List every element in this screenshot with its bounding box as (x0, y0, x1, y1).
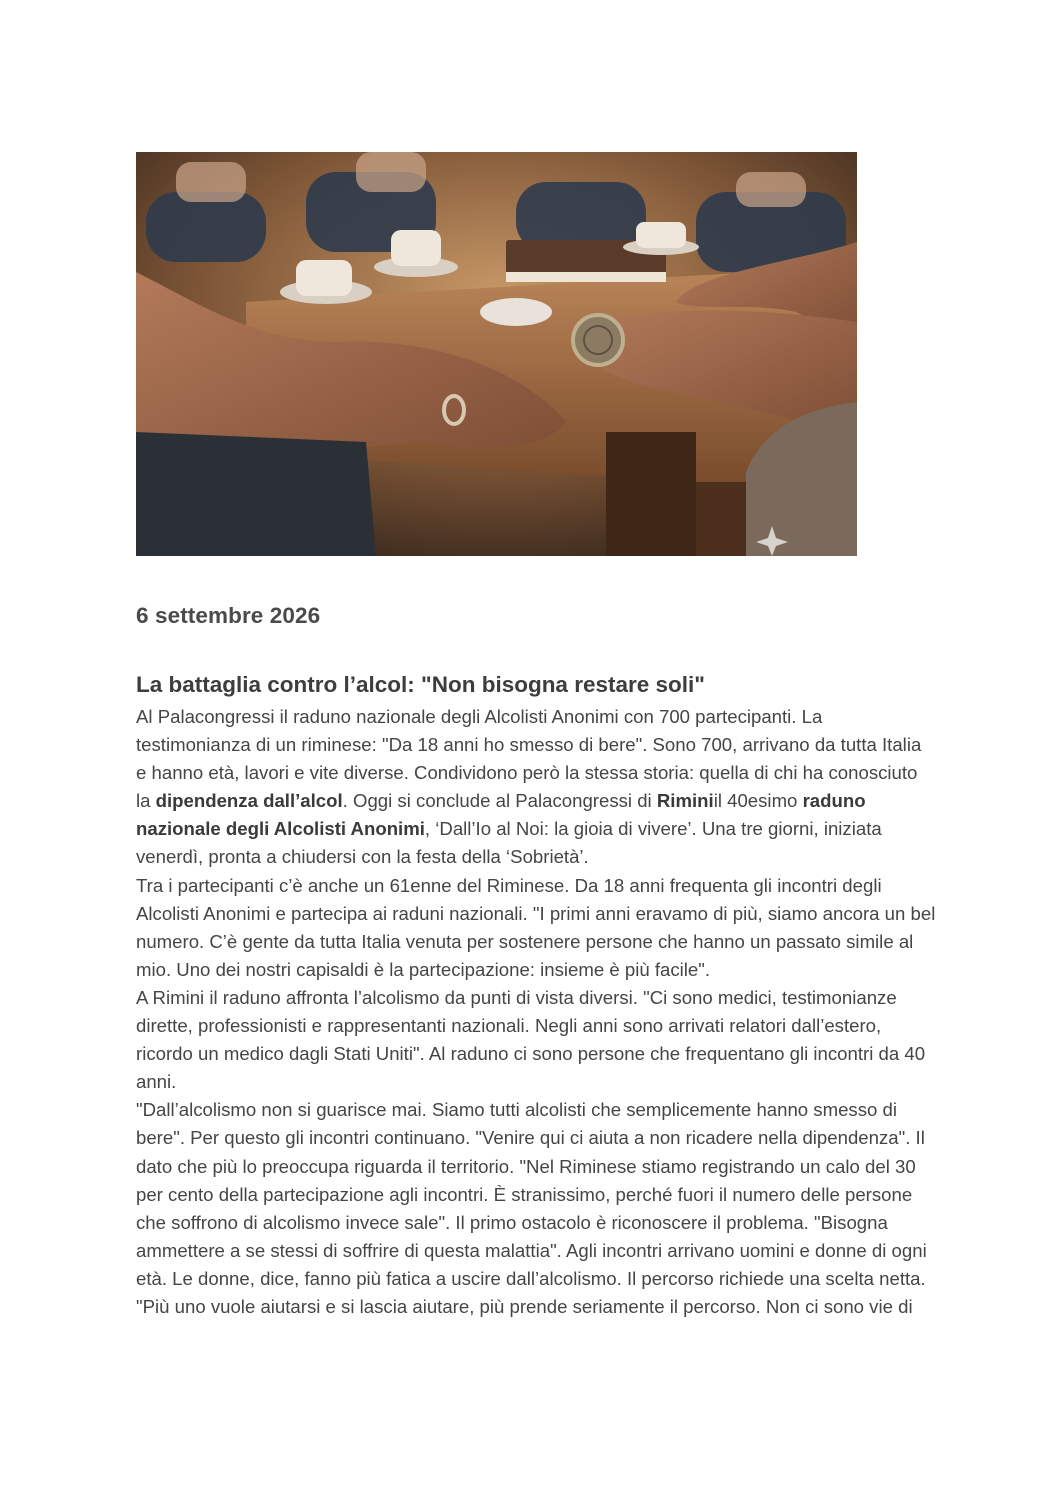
bold-text: dipendenza dall’alcol (155, 790, 343, 812)
paragraph-participant: Tra i partecipanti c’è anche un 61enne del Riminese. Da 18 anni frequenta gli incontri degli Alcolisti Anonimi e partecipa ai raduni nazionali. "I primi anni eravamo di più, siamo ancora un bel numero. C’è gente da tutta Italia venuta per sostenere persone che hanno un passato simile al mio. Uno dei nostri capisaldi è la partecipazione: insieme è più facile". (136, 874, 936, 980)
text-run: il 40esimo (713, 790, 803, 812)
text-run: , ‘Dall’Io al Noi: la gioia di vivere’. Una tre giorni, iniziata venerdì, pronta a chiudersi con la festa della ‘Sobrietà’. (136, 818, 882, 868)
paragraph-intro (136, 703, 936, 872)
bold-text: raduno nazionale degli Alcolisti Anonimi (136, 790, 866, 840)
article-headline: La battaglia contro l’alcol: "Non bisogna restare soli" (136, 672, 705, 697)
paragraph-testimony: "Dall’alcolismo non si guarisce mai. Siamo tutti alcolisti che semplicemente hanno smesso di bere". Per questo gli incontri continuano. "Venire qui ci aiuta a non ricadere nella dipendenza". Il dato che più lo preoccupa riguarda il territorio. "Nel Riminese stiamo registrando un calo del 30 per cento della partecipazione agli incontri. È stranissimo, perché fuori il numero delle persone che soffrono di alcolismo invece sale". Il primo ostacolo è riconoscere il problema. "Bisogna ammettere a se stessi di soffrire di questa malattia". Agli incontri arrivano uomini e donne di ogni età. Le donne, dice, fanno più fatica a uscire dall’alcolismo. Il percorso richiede una scelta netta. "Più uno vuole aiutarsi e si lascia aiutare, più prende seriamente il percorso. Non ci sono vie di (136, 1099, 927, 1317)
article-photo (136, 152, 857, 556)
paragraph-rally: A Rimini il raduno affronta l’alcolismo da punti di vista diversi. "Ci sono medici, testimonianze dirette, professionisti e rappresentanti nazionali. Negli anni sono arrivati relatori dall’estero, ricordo un medico dagli Stati Uniti". Al raduno ci sono persone che frequentano gli incontri da 40 anni. (136, 986, 926, 1093)
article-date: 6 settembre 2026 (136, 603, 321, 628)
bold-text: Rimini (656, 790, 714, 812)
text-run: Al Palacongressi il raduno nazionale degli Alcolisti Anonimi con 700 partecipanti. La testimonianza di un riminese: "Da 18 anni ho smesso di bere". Sono 700, arrivano da tutta Italia e hanno età, lavori e vite diverse. Condividono però la stessa storia: quella di chi ha conosciuto la (136, 706, 922, 812)
text-run: . Oggi si conclude al Palacongressi di (342, 790, 657, 812)
article-body (136, 703, 936, 1321)
